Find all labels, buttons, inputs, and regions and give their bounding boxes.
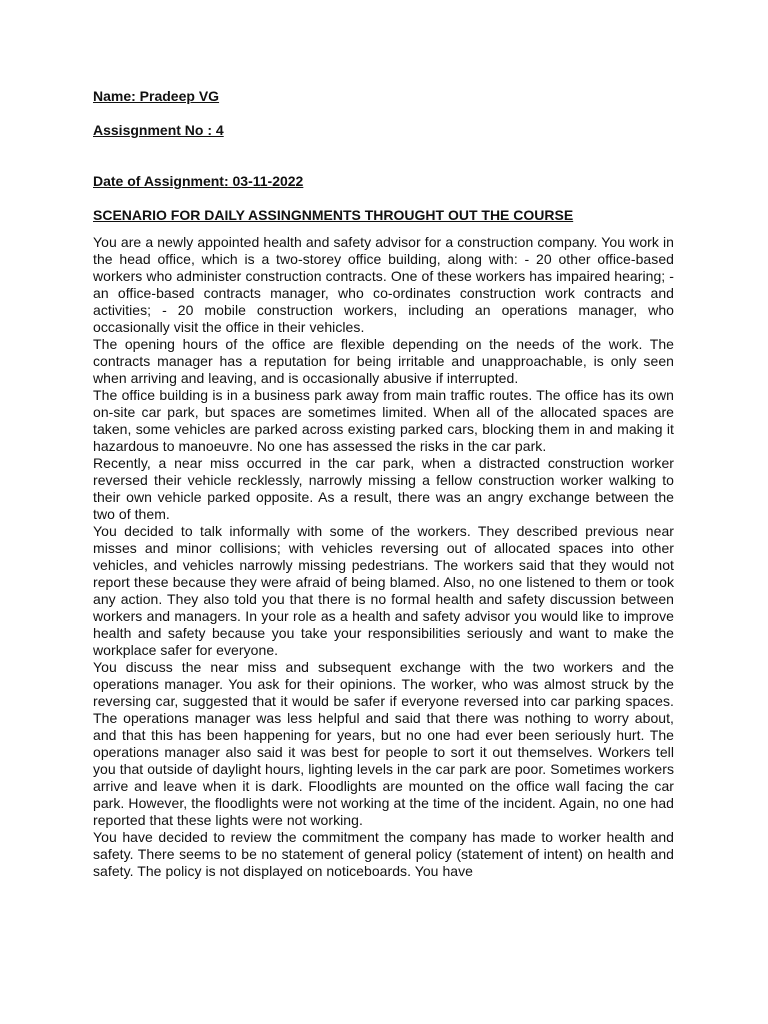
scenario-heading: SCENARIO FOR DAILY ASSINGNMENTS THROUGHT OUT THE COURSE (93, 207, 574, 223)
document-body (93, 87, 674, 880)
paragraph-office-overview: You are a newly appointed health and safety advisor for a construction company. You work in the head office, which is a two-storey office building, along with: - 20 other office-based workers who administer construction contracts. One of these workers has impaired hearing; - an office-based contracts manager, who co-ordinates construction work contracts and activities; - 20 mobile construction workers, including an operations manager, who occasionally visit the office in their vehicles. (93, 234, 674, 335)
paragraph-worker-talks: You decided to talk informally with some of the workers. They described previous near misses and minor collisions; with vehicles reversing out of allocated spaces into other vehicles, and vehicles narrowly missing pedestrians. The workers said that they would not report these because they were afraid of being blamed. Also, no one listened to them or took any action. They also told you that there is no formal health and safety discussion between workers and managers. In your role as a health and safety advisor you would like to improve health and safety because you take your responsibilities seriously and want to make the workplace safer for everyone. (93, 523, 674, 658)
paragraph-car-park: The office building is in a business park away from main traffic routes. The office has its own on-site car park, but spaces are sometimes limited. When all of the allocated spaces are taken, some vehicles are parked across existing parked cars, blocking them in and making it hazardous to manoeuvre. No one has assessed the risks in the car park. (93, 387, 674, 454)
assignment-date-heading: Date of Assignment: 03-11-2022 (93, 173, 304, 189)
paragraph-policy-review: You have decided to review the commitment the company has made to worker health and safety. There seems to be no statement of general policy (statement of intent) on health and safety. The policy is not displayed on noticeboards. You have (93, 829, 674, 879)
assignment-number-heading: Assisgnment No : 4 (93, 122, 224, 138)
student-name-heading: Name: Pradeep VG (93, 88, 220, 104)
paragraph-near-miss: Recently, a near miss occurred in the car park, when a distracted construction worker reversed their vehicle recklessly, narrowly missing a fellow construction worker walking to their own vehicle parked opposite. As a result, there was an angry exchange between the two of them. (93, 455, 674, 522)
paragraph-discussion: You discuss the near miss and subsequent exchange with the two workers and the operations manager. You ask for their opinions. The worker, who was almost struck by the reversing car, suggested that it would be safer if everyone reversed into car parking spaces. The operations manager was less helpful and said that there was nothing to worry about, and that this has been happening for years, but no one had ever been seriously hurt. The operations manager also said it was best for people to sort it out themselves. Workers tell you that outside of daylight hours, lighting levels in the car park are poor. Sometimes workers arrive and leave when it is dark. Floodlights are mounted on the office wall facing the car park. However, the floodlights were not working at the time of the incident. Again, no one had reported that these lights were not working. (93, 659, 674, 828)
paragraph-opening-hours: The opening hours of the office are flexible depending on the needs of the work. The contracts manager has a reputation for being irritable and unapproachable, is only seen when arriving and leaving, and is occasionally abusive if interrupted. (93, 336, 674, 386)
